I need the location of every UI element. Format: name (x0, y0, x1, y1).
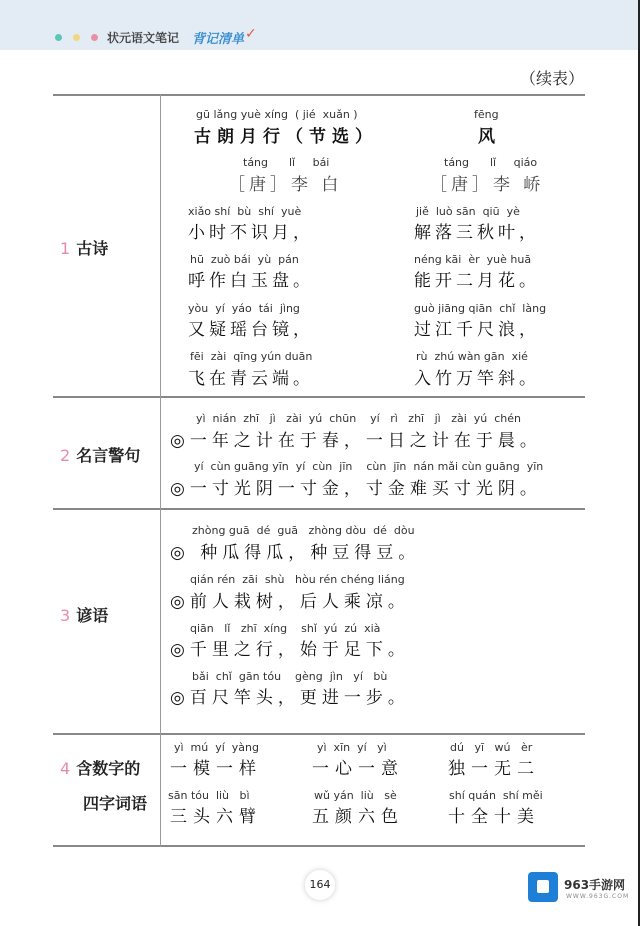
poem1-line1-pinyin: xiǎo shí bù shí yuè (188, 205, 302, 218)
poem2-line3-pinyin: guò jiāng qiān chǐ làng (414, 302, 547, 315)
proverb4: ◎百尺竿头，更进一步。 (170, 688, 410, 708)
poem2-line3: 过江千尺浪， (414, 320, 540, 340)
idiom6: 十全十美 (448, 807, 540, 827)
poem2-line1: 解落三秋叶， (414, 223, 540, 243)
continued-label: （续表） (520, 69, 585, 88)
poem2-line1-pinyin: jiě luò sān qiū yè (416, 205, 520, 218)
poem1-title: 古朗月行（节选） (194, 127, 378, 147)
poem1-line2: 呼作白玉盘。 (188, 271, 314, 291)
poem2-title: 风 (478, 127, 501, 147)
category-famous-sayings: 2 名言警句 (60, 446, 141, 465)
yellow-dot-icon (73, 34, 80, 41)
checkmark-icon: ✓ (245, 26, 257, 42)
idiom1-pinyin: yì mú yí yàng (174, 741, 260, 754)
idiom4-pinyin: sān tóu liù bì (168, 789, 250, 802)
idiom2: 一心一意 (312, 759, 404, 779)
saying2: ◎一寸光阴一寸金，寸金难买寸光阴。 (170, 479, 542, 499)
proverb2-pinyin: qián rén zāi shù hòu rén chéng liáng (190, 573, 405, 586)
poem2-title-pinyin: fēng (474, 108, 499, 121)
proverb3: ◎千里之行，始于足下。 (170, 640, 410, 660)
category-number-idioms: 4 含数字的 (60, 759, 141, 778)
page-header-band (0, 0, 640, 50)
row-divider (53, 733, 585, 735)
idiom3: 独一无二 (448, 759, 540, 779)
poem2-line4-pinyin: rù zhú wàn gān xié (416, 350, 528, 363)
saying2-pinyin: yí cùn guāng yīn yí cùn jīn cùn jīn nán mǎi cùn guāng yīn (194, 460, 544, 473)
poem2-author: ［唐］李 峤 (430, 175, 545, 195)
proverb1: ◎ 种瓜得瓜，种豆得豆。 (170, 543, 421, 563)
idiom2-pinyin: yì xīn yí yì (317, 741, 387, 754)
proverb4-pinyin: bǎi chǐ gān tóu gèng jìn yí bù (192, 670, 388, 683)
poem1-line4-pinyin: fēi zài qīng yún duān (190, 350, 313, 363)
poem1-title-pinyin: gū lǎng yuè xíng ( jié xuǎn ) (196, 108, 358, 121)
idiom5-pinyin: wǔ yán liù sè (314, 789, 397, 802)
poem2-author-pinyin: táng lǐ qiáo (444, 156, 538, 169)
teal-dot-icon (55, 34, 62, 41)
poem2-line2-pinyin: néng kāi èr yuè huā (414, 253, 532, 266)
poem1-line2-pinyin: hū zuò bái yù pán (190, 253, 299, 266)
proverb3-pinyin: qiān lǐ zhī xíng shǐ yú zú xià (190, 622, 381, 635)
column-divider (160, 94, 161, 847)
category-number-idioms-line2: 四字词语 (83, 794, 148, 813)
idiom5: 五颜六色 (312, 807, 404, 827)
poem1-author: ［唐］李 白 (228, 175, 343, 195)
saying1: ◎一年之计在于春，一日之计在于晨。 (170, 431, 542, 451)
idiom3-pinyin: dú yī wú èr (450, 741, 533, 754)
watermark-url: WWW.963G.COM (566, 893, 630, 900)
poem2-line4: 入竹万竿斜。 (414, 369, 540, 389)
section-subtitle: 背记清单 (192, 32, 245, 47)
watermark-logo-icon (528, 872, 558, 902)
category-poems: 1 古诗 (60, 239, 109, 258)
poem1-line3: 又疑瑶台镜， (188, 320, 314, 340)
poem1-line3-pinyin: yòu yí yáo tái jìng (188, 302, 300, 315)
table-top-border (53, 94, 585, 96)
book-title: 状元语文笔记 (107, 31, 180, 45)
row-divider (53, 508, 585, 510)
saying1-pinyin: yì nián zhī jì zài yú chūn yí rì zhī jì zài yú chén (196, 412, 521, 425)
idiom6-pinyin: shí quán shí měi (449, 789, 543, 802)
proverb1-pinyin: zhòng guā dé guā zhòng dòu dé dòu (192, 524, 415, 537)
watermark-name: 963手游网 (564, 878, 626, 892)
poem1-line1: 小时不识月， (188, 223, 314, 243)
poem1-line4: 飞在青云端。 (188, 369, 314, 389)
poem1-author-pinyin: táng lǐ bái (243, 156, 330, 169)
category-proverbs: 3 谚语 (60, 606, 109, 625)
idiom4: 三头六臂 (170, 807, 262, 827)
row-divider (53, 396, 585, 398)
page-number: 164 (305, 870, 335, 900)
poem2-line2: 能开二月花。 (414, 271, 540, 291)
table-bottom-border (53, 845, 585, 847)
idiom1: 一模一样 (170, 759, 262, 779)
proverb2: ◎前人栽树，后人乘凉。 (170, 592, 410, 612)
pink-dot-icon (91, 34, 98, 41)
